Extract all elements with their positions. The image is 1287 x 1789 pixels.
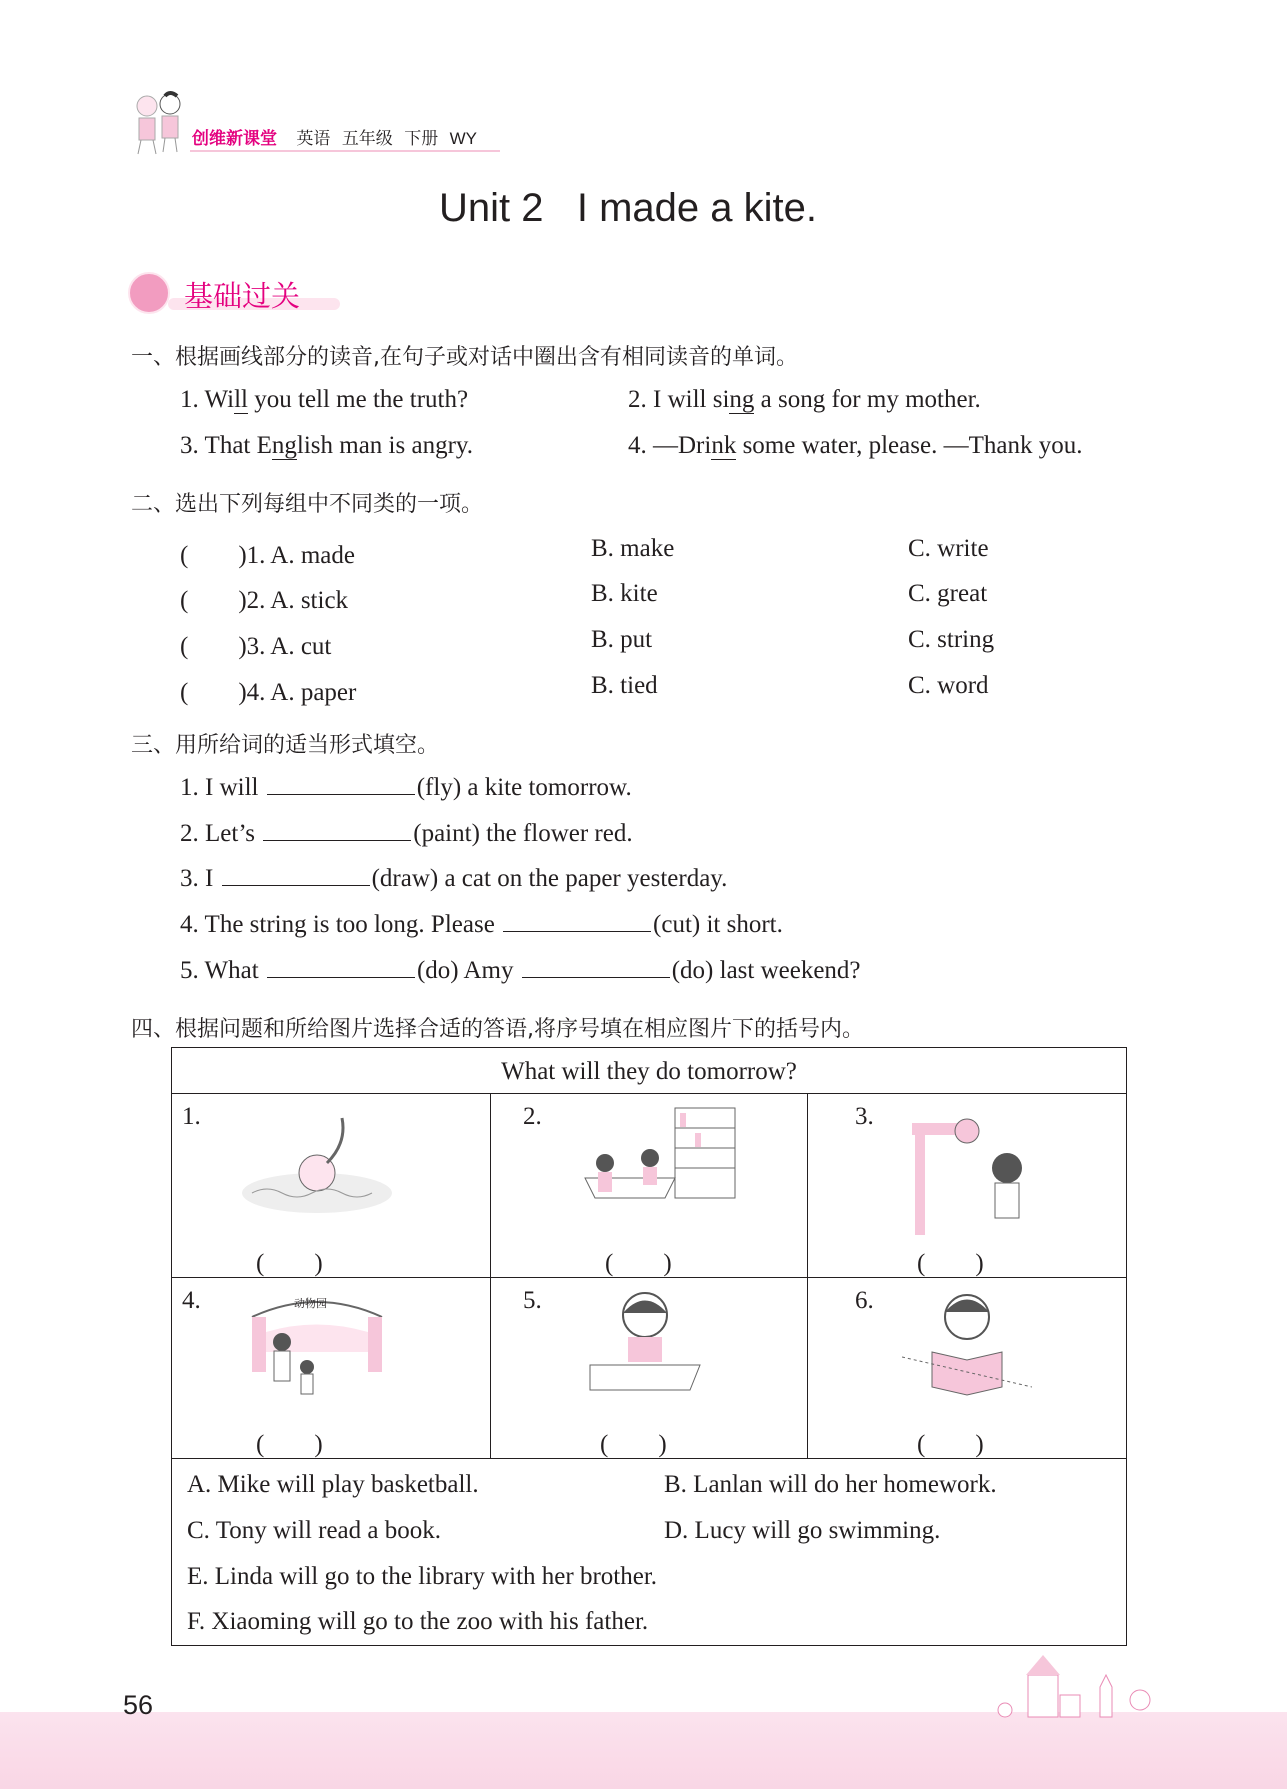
q2-option-c: C. great	[908, 580, 988, 607]
answer-bracket[interactable]: ( )	[256, 1431, 323, 1458]
q1-item: 2. I will sing a song for my mother.	[628, 386, 981, 413]
q2-row-number: ( )2. A. stick	[180, 587, 349, 614]
section-title: 基础过关	[184, 279, 301, 313]
picture-cell-6: 6. ( )	[807, 1277, 1127, 1458]
subject: 英语	[296, 129, 331, 149]
q3-heading: 三、用所给词的适当形式填空。	[131, 733, 440, 758]
q2-option-c: C. string	[908, 626, 995, 653]
answer-bracket[interactable]: ( )	[917, 1250, 984, 1277]
basketball-picture-icon	[907, 1113, 1047, 1238]
table-question: What will they do tomorrow?	[501, 1058, 797, 1085]
grade: 五年级	[341, 129, 393, 149]
picture-cell-5: 5. ( )	[490, 1277, 807, 1458]
option-d: D. Lucy will go swimming.	[664, 1517, 941, 1544]
answer-blank[interactable]	[263, 819, 411, 841]
picture-cell-2: 2. ( )	[490, 1093, 807, 1277]
q3-item: 2. Let’s (paint) the flower red.	[180, 820, 633, 847]
q2-option-c: C. word	[908, 672, 989, 699]
picture-cell-1: 1. ( )	[172, 1093, 490, 1277]
section-badge	[128, 270, 343, 316]
kids-logo-icon	[125, 88, 195, 158]
header-underline	[190, 150, 500, 152]
q2-option-b: B. tied	[591, 672, 658, 699]
q2-option-b: B. put	[591, 626, 653, 653]
q2-option-c: C. write	[908, 535, 989, 562]
zoo-sign: 动物园	[294, 1297, 327, 1310]
q3-item: 5. What (do) Amy (do) last weekend?	[180, 957, 861, 984]
q2-option-b: B. kite	[591, 580, 658, 607]
library-picture-icon	[565, 1103, 745, 1228]
option-e: E. Linda will go to the library with her brother.	[187, 1563, 658, 1590]
q2-row-number: ( )3. A. cut	[180, 633, 332, 660]
picture-matching-table	[171, 1047, 1127, 1646]
answer-blank[interactable]	[267, 773, 415, 795]
q1-item: 4. —Drink some water, please. —Thank you.	[628, 432, 1083, 459]
q4-heading: 四、根据问题和所给图片选择合适的答语,将序号填在相应图片下的括号内。	[131, 1017, 864, 1042]
q3-item: 3. I (draw) a cat on the paper yesterday.	[180, 865, 728, 892]
answer-blank[interactable]	[503, 910, 651, 932]
page-number: 56	[123, 1690, 154, 1720]
answer-bracket[interactable]: ( )	[600, 1431, 667, 1458]
option-c: C. Tony will read a book.	[187, 1517, 442, 1544]
q1-item: 3. That English man is angry.	[180, 432, 474, 459]
running-header	[192, 124, 477, 149]
answer-blank[interactable]	[267, 956, 415, 978]
q3-item: 1. I will (fly) a kite tomorrow.	[180, 774, 632, 801]
volume: 下册	[404, 129, 439, 149]
answer-blank[interactable]	[522, 956, 670, 978]
answer-bracket[interactable]: ( )	[917, 1431, 984, 1458]
option-b: B. Lanlan will do her homework.	[664, 1471, 997, 1498]
picture-cell-4: 4. 动物园 ( )	[172, 1277, 490, 1458]
q2-heading: 二、选出下列每组中不同类的一项。	[131, 492, 484, 517]
q2-option-b: B. make	[591, 535, 675, 562]
reading-picture-icon	[902, 1287, 1032, 1412]
picture-cell-3: 3. ( )	[807, 1093, 1127, 1277]
homework-picture-icon	[580, 1285, 710, 1410]
q3-item: 4. The string is too long. Please (cut) it short.	[180, 911, 783, 938]
swimming-picture-icon	[232, 1108, 402, 1223]
answer-bracket[interactable]: ( )	[605, 1250, 672, 1277]
answer-bracket[interactable]: ( )	[256, 1250, 323, 1277]
girl-avatar-icon	[128, 272, 170, 314]
q1-heading: 一、根据画线部分的读音,在句子或对话中圈出含有相同读音的单词。	[131, 345, 798, 370]
footer-band	[0, 1712, 1287, 1789]
brand: 创维新课堂	[192, 129, 277, 149]
q1-item: 1. Will you tell me the truth?	[180, 386, 469, 413]
q2-row-number: ( )1. A. made	[180, 542, 355, 569]
answer-blank[interactable]	[222, 864, 370, 886]
castle-decoration-icon	[990, 1650, 1170, 1720]
option-f: F. Xiaoming will go to the zoo with his father.	[187, 1608, 649, 1635]
edition: WY	[449, 129, 478, 148]
option-a: A. Mike will play basketball.	[187, 1471, 479, 1498]
page-title: Unit 2 I made a kite.	[439, 186, 817, 230]
q2-row-number: ( )4. A. paper	[180, 679, 357, 706]
